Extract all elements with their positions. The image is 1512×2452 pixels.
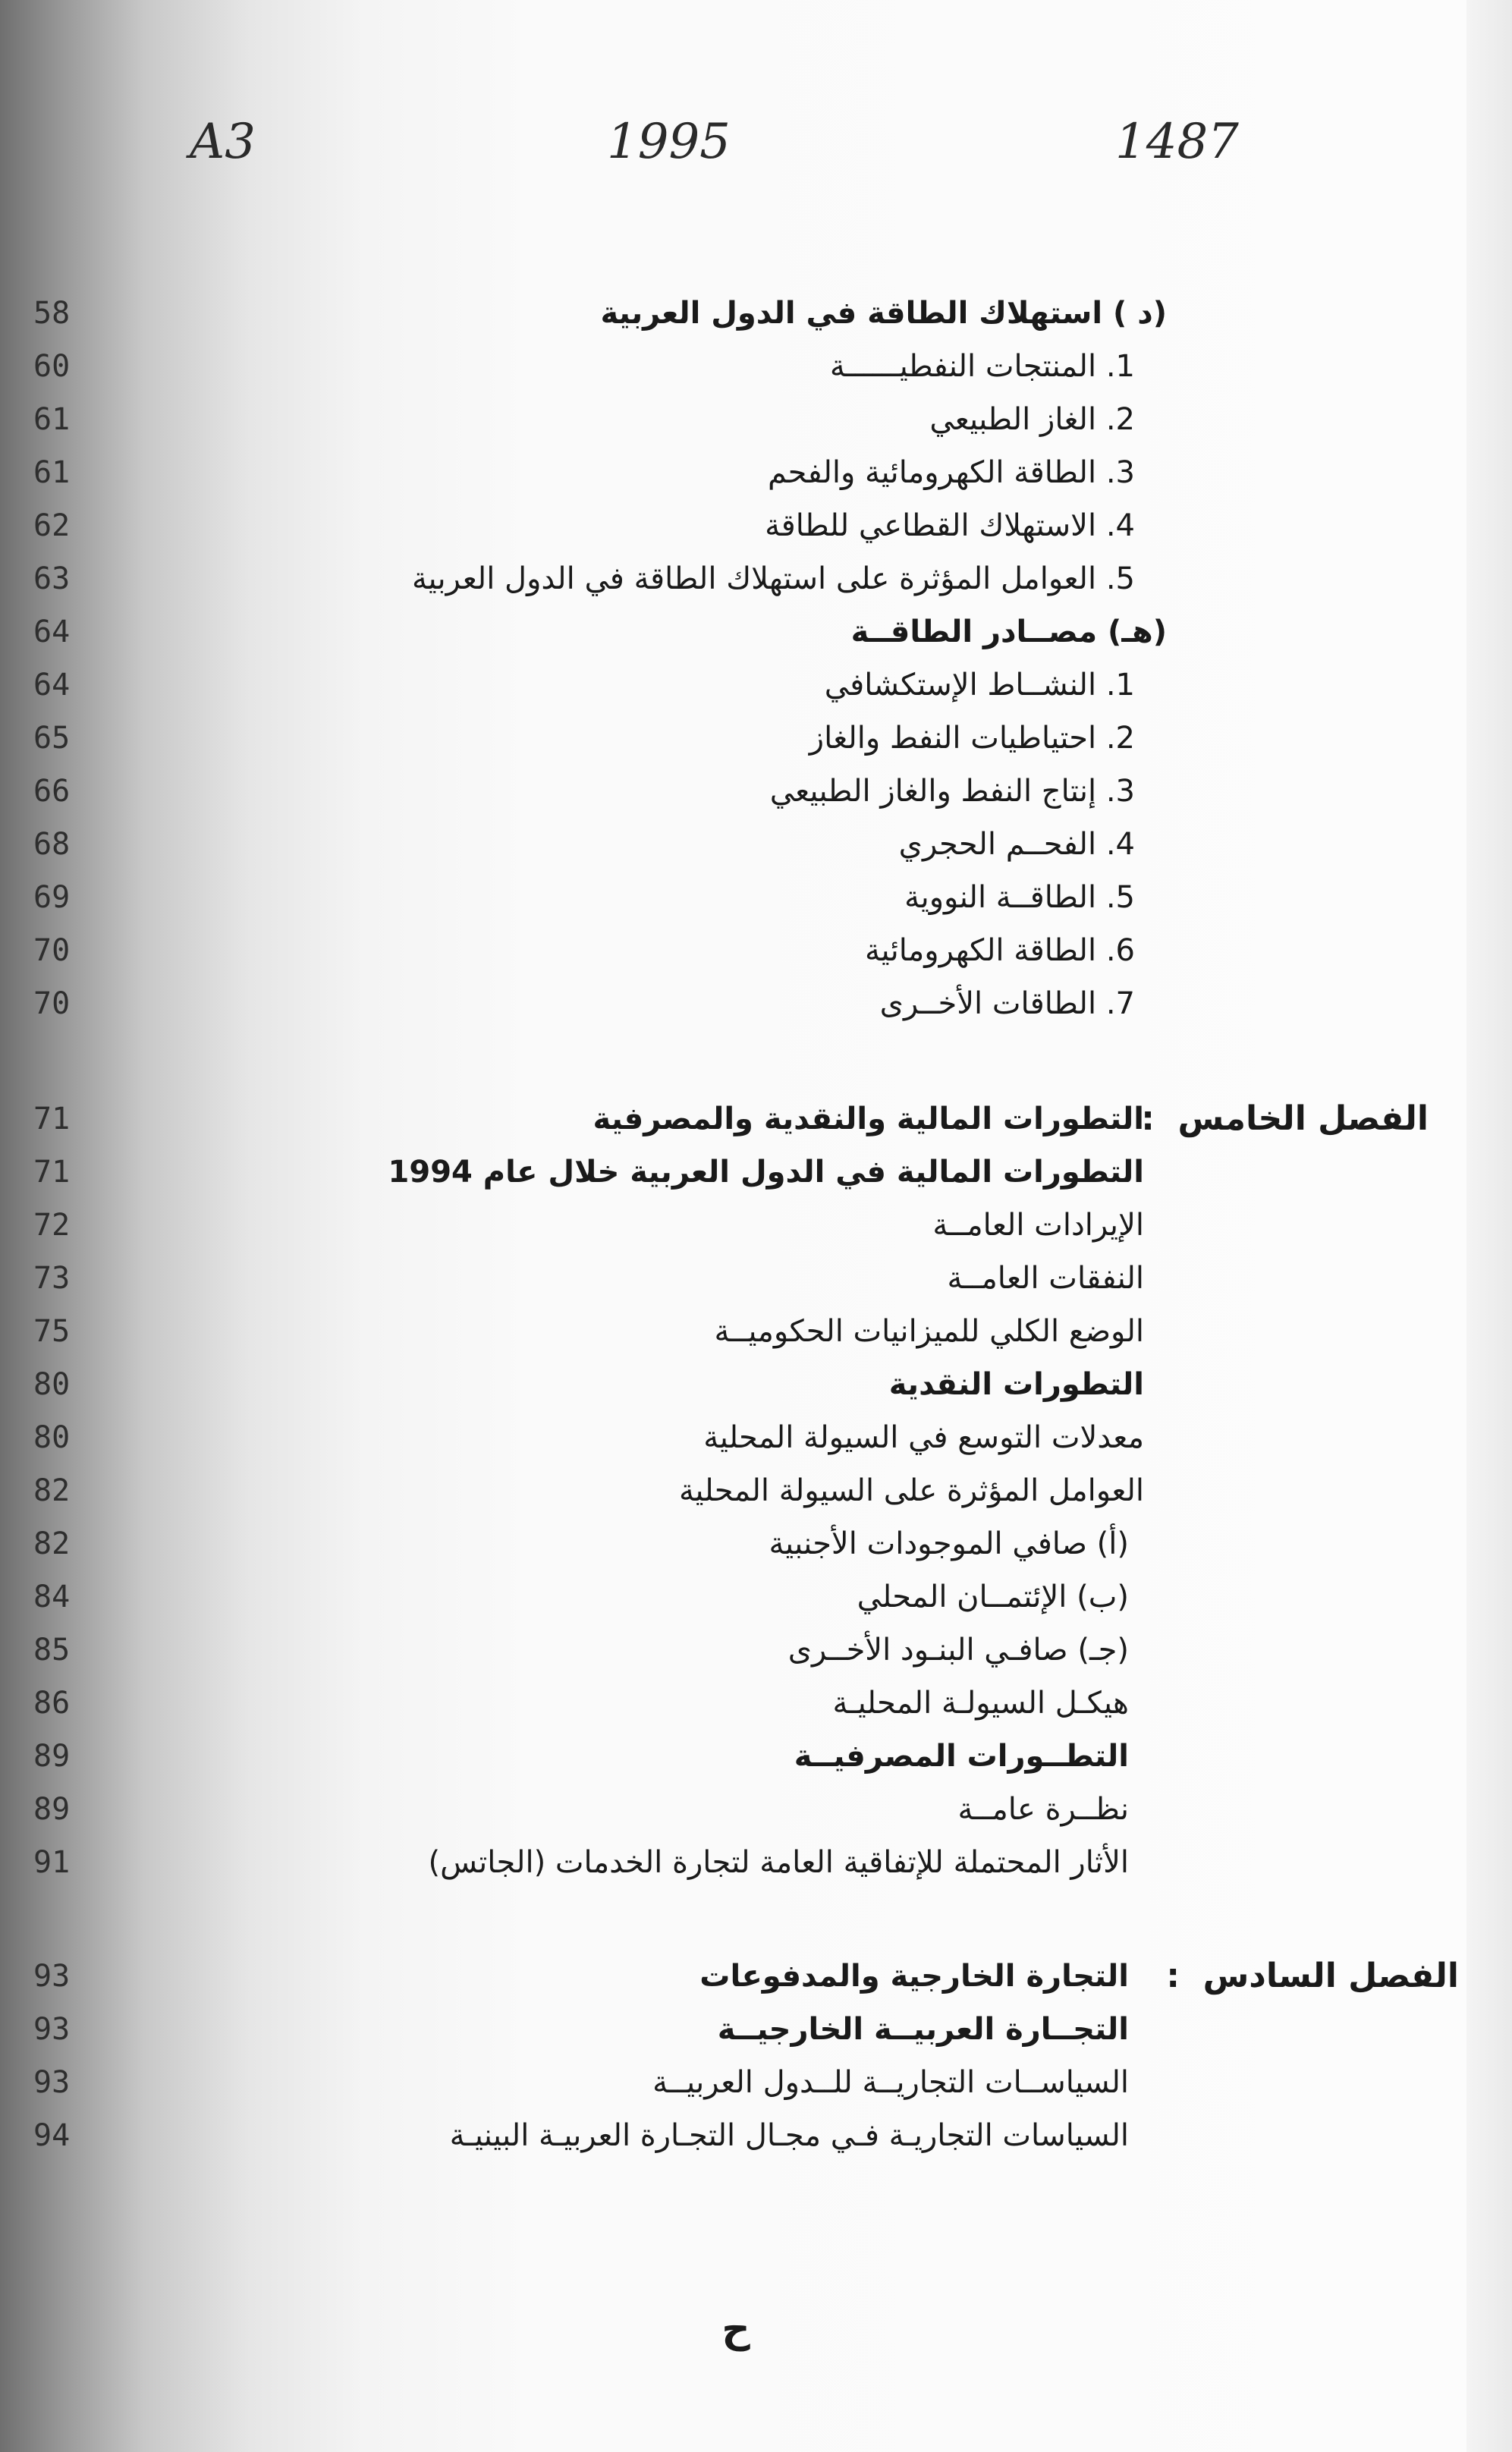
toc-entry	[0, 1570, 1512, 1624]
page-number: 89	[33, 1739, 71, 1774]
chapter-heading	[0, 1092, 1512, 1146]
toc-entry	[0, 340, 1512, 393]
page-number: 72	[33, 1208, 71, 1243]
toc-item: 7. الطاقات الأخــرى	[879, 986, 1135, 1021]
page-number: 73	[33, 1261, 71, 1296]
toc-entry	[0, 1677, 1512, 1730]
toc-item: السياســات التجاريــة للــدول العربيــة	[652, 2065, 1129, 2100]
chapter-label: الفصل السادس :	[1166, 1957, 1459, 1995]
page-number: 65	[33, 721, 71, 756]
page-number: 68	[33, 827, 71, 862]
toc-item: 1. المنتجات النفطيــــــة	[829, 349, 1135, 384]
page-number: 93	[33, 1959, 71, 1994]
toc-entry	[0, 2056, 1512, 2109]
page-number: 70	[33, 933, 71, 968]
section-heading: (هـ) مصــادر الطاقــة	[850, 615, 1167, 649]
toc-entry	[0, 446, 1512, 499]
toc-item: 1. النشــاط الإستكشافي	[824, 668, 1135, 703]
toc-entry	[0, 1146, 1512, 1199]
page-number: 71	[33, 1102, 71, 1136]
toc-item: التطورات المالية في الدول العربية خلال عام 1994	[388, 1155, 1144, 1190]
chapter-heading	[0, 1950, 1512, 2003]
page-number: 58	[33, 296, 71, 331]
toc-item: 5. الطاقــة النووية	[904, 880, 1135, 915]
toc-item: نظــرة عامــة	[957, 1792, 1129, 1827]
toc-item: 2. الغاز الطبيعي	[929, 402, 1135, 437]
page-number: 80	[33, 1420, 71, 1455]
toc-entry	[0, 2003, 1512, 2056]
toc-item: 3. الطاقة الكهرومائية والفحم	[768, 455, 1135, 490]
page-number: 64	[33, 668, 71, 703]
toc-item: العوامل المؤثرة على السيولة المحلية	[678, 1473, 1144, 1508]
toc-entry	[0, 977, 1512, 1030]
toc-item: التجــارة العربيــة الخارجيــة	[717, 2012, 1129, 2047]
toc-item: 6. الطاقة الكهرومائية	[865, 933, 1135, 968]
section-heading: (د ) استهلاك الطاقة في الدول العربية	[600, 296, 1167, 331]
toc-item: 4. الفحــم الحجري	[898, 827, 1135, 862]
page-number: 61	[33, 402, 71, 437]
toc-entry	[0, 1305, 1512, 1358]
toc-item: التطــورات المصرفيــة	[794, 1739, 1129, 1774]
chapter-label: الفصل الخامس :	[1141, 1099, 1429, 1138]
toc-entry	[0, 1624, 1512, 1677]
toc-item: (جـ) صافـي البنـود الأخــرى	[787, 1633, 1129, 1668]
toc-entry	[0, 393, 1512, 446]
toc-entry	[0, 1730, 1512, 1783]
toc-entry	[0, 605, 1512, 659]
toc-item: 5. العوامل المؤثرة على استهلاك الطاقة في الدول العربية	[412, 561, 1135, 596]
toc-item: (أ) صافي الموجودات الأجنبية	[769, 1526, 1129, 1561]
page-number: 69	[33, 880, 71, 915]
toc-entry	[0, 287, 1512, 340]
toc-item: الإيرادات العامــة	[932, 1208, 1144, 1243]
page-number: 61	[33, 455, 71, 490]
toc-entry	[0, 499, 1512, 552]
toc-entry	[0, 659, 1512, 712]
handwritten-note-left: A3	[190, 114, 256, 170]
page-number: 85	[33, 1633, 71, 1668]
toc-item: (ب) الإئتمــان المحلي	[857, 1580, 1129, 1614]
toc-entry	[0, 871, 1512, 924]
page-number: 70	[33, 986, 71, 1021]
page-number: 71	[33, 1155, 71, 1190]
page-number: 64	[33, 615, 71, 649]
toc-entry	[0, 1464, 1512, 1517]
page-number: 86	[33, 1686, 71, 1721]
chapter-title: التطورات المالية والنقدية والمصرفية	[593, 1102, 1144, 1136]
toc-entry	[0, 1252, 1512, 1305]
page-number: 63	[33, 561, 71, 596]
toc-entry	[0, 712, 1512, 765]
toc-item: الأثار المحتملة للإتفاقية العامة لتجارة الخدمات (الجاتس)	[428, 1845, 1129, 1880]
toc-item: النفقات العامــة	[947, 1261, 1144, 1296]
toc-entry	[0, 2109, 1512, 2162]
toc-item: 3. إنتاج النفط والغاز الطبيعي	[769, 774, 1135, 809]
page-number: 89	[33, 1792, 71, 1827]
toc-entry	[0, 1783, 1512, 1836]
toc-item: السياسات التجاريـة فـي مجـال التجـارة العربيـة البينيـة	[449, 2118, 1129, 2153]
toc-entry	[0, 924, 1512, 977]
page-footer-letter: ح	[721, 2306, 750, 2352]
toc-item: معدلات التوسع في السيولة المحلية	[703, 1420, 1144, 1455]
toc-entry	[0, 765, 1512, 818]
toc-entry	[0, 1836, 1512, 1889]
toc-entry	[0, 1358, 1512, 1411]
handwritten-note-right: 1487	[1115, 114, 1239, 170]
toc-entry	[0, 1199, 1512, 1252]
toc-item: 4. الاستهلاك القطاعي للطاقة	[765, 508, 1135, 543]
page-number: 62	[33, 508, 71, 543]
page-number: 80	[33, 1367, 71, 1402]
page-number: 94	[33, 2118, 71, 2153]
page-number: 66	[33, 774, 71, 809]
handwritten-note-middle: 1995	[607, 114, 731, 170]
page-number: 91	[33, 1845, 71, 1880]
toc-item: الوضع الكلي للميزانيات الحكوميــة	[714, 1314, 1144, 1349]
page-number: 82	[33, 1473, 71, 1508]
chapter-title: التجارة الخارجية والمدفوعات	[699, 1959, 1129, 1994]
toc-item: هيكـل السيولـة المحليـة	[832, 1686, 1129, 1721]
toc-entry	[0, 818, 1512, 871]
page-number: 93	[33, 2065, 71, 2100]
page-number: 75	[33, 1314, 71, 1349]
toc-entry	[0, 552, 1512, 605]
page-number: 84	[33, 1580, 71, 1614]
toc-entry	[0, 1517, 1512, 1570]
page-number: 60	[33, 349, 71, 384]
toc-entry	[0, 1411, 1512, 1464]
toc-item: التطورات النقدية	[888, 1367, 1144, 1402]
page-number: 93	[33, 2012, 71, 2047]
toc-item: 2. احتياطيات النفط والغاز	[809, 721, 1135, 756]
page-number: 82	[33, 1526, 71, 1561]
